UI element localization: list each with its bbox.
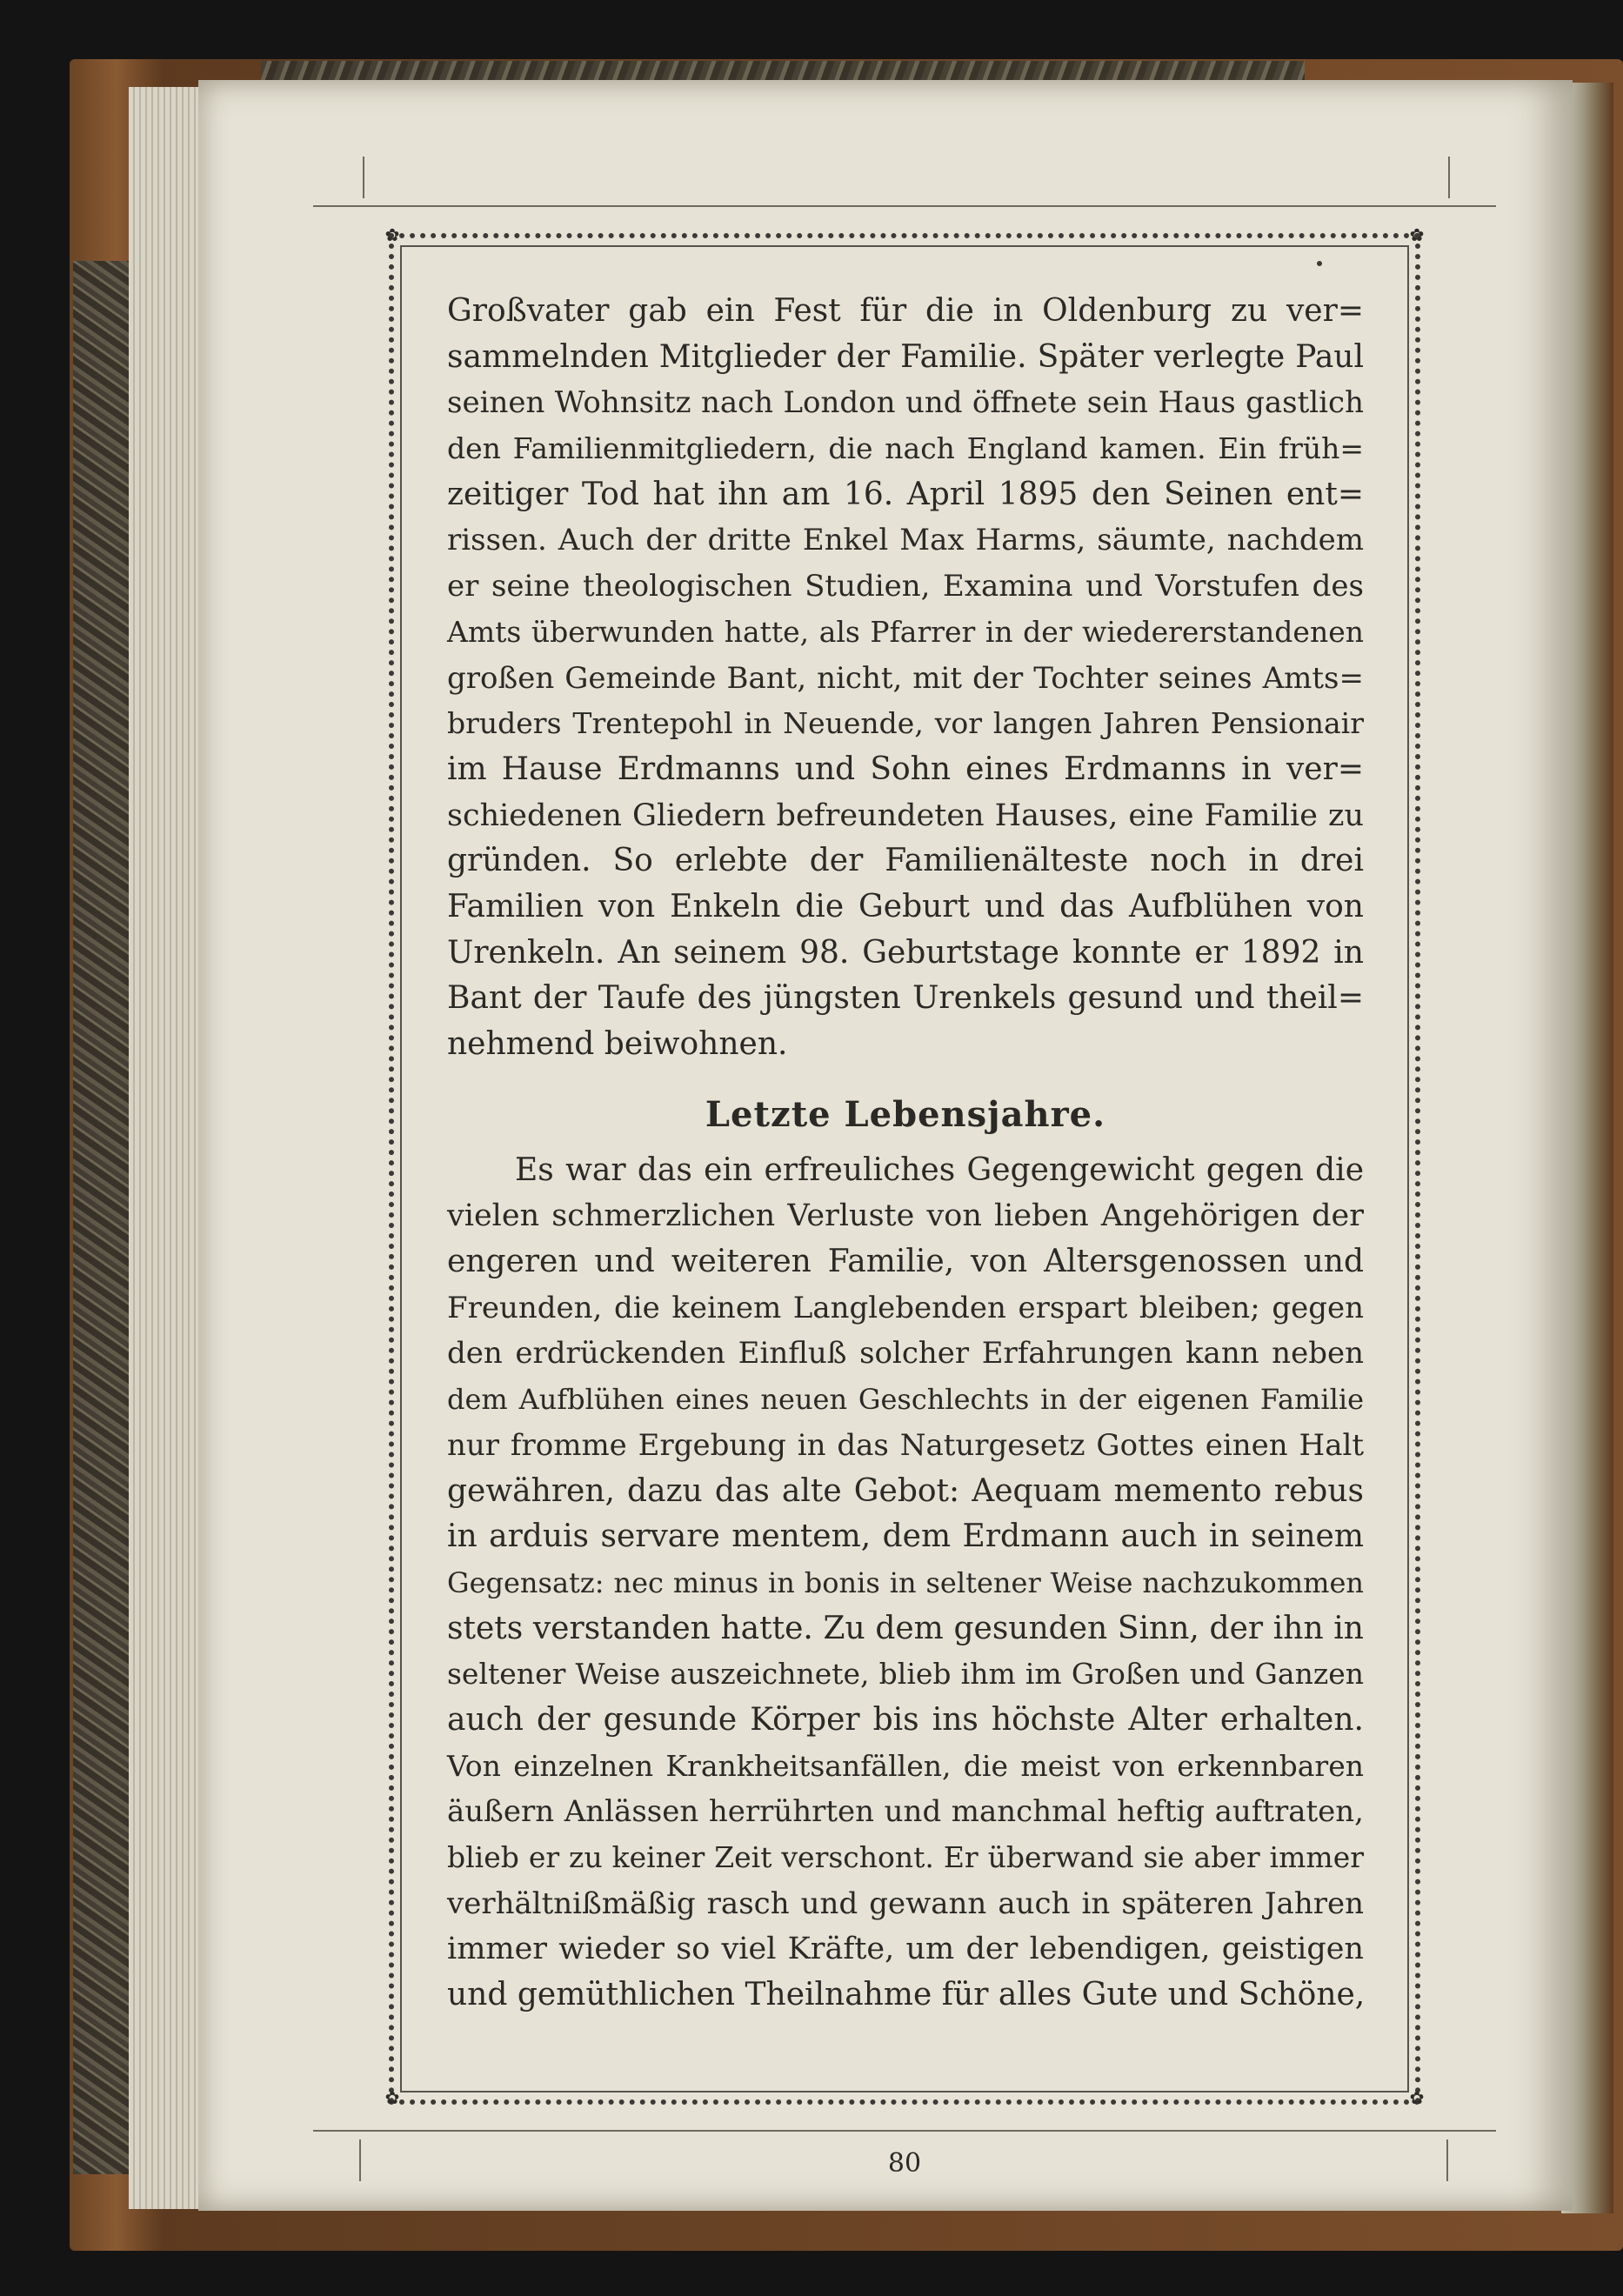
bottom-left-tick (359, 2139, 361, 2181)
corner-ornament-icon: ✿ (384, 224, 400, 245)
text-line: nur fromme Ergebung in das Naturgesetz Gottes einen Halt (447, 1427, 1364, 1463)
text-line: immer wieder so viel Kräfte, um der lebendigen, geistigen (447, 1932, 1364, 1967)
text-line: rissen. Auch der dritte Enkel Max Harms, säumte, nachdem (447, 523, 1364, 558)
text-line: äußern Anlässen herrührten und manchmal heftig auftraten, (447, 1794, 1364, 1830)
top-rule (313, 205, 1496, 207)
text-line: bruders Trentepohl in Neuende, vor langen Jahren Pensionair (447, 706, 1364, 741)
text-line: blieb er zu keiner Zeit verschont. Er überwand sie aber immer (447, 1840, 1364, 1874)
corner-ornament-icon: ✿ (1409, 2087, 1425, 2108)
text-line: seltener Weise auszeichnete, blieb ihm im Großen und Ganzen (447, 1657, 1364, 1692)
text-line: und gemüthlichen Theilnahme für alles Gute und Schöne, (447, 1977, 1366, 2013)
corner-ornament-icon: ✿ (384, 2087, 400, 2108)
text-line: Großvater gab ein Fest für die in Oldenburg zu ver= (447, 293, 1364, 329)
ink-dot (1317, 261, 1322, 266)
text-line: stets verstanden hatte. Zu dem gesunden Sinn, der ihn in (447, 1610, 1364, 1646)
text-line: den Familienmitgliedern, die nach England kamen. Ein früh= (447, 431, 1364, 466)
text-line: im Hause Erdmanns und Sohn eines Erdmanns in ver= (447, 751, 1364, 787)
page-edges-left (129, 87, 198, 2209)
section-heading: Letzte Lebensjahre. (705, 1093, 1106, 1135)
text-line: großen Gemeinde Bant, nicht, mit der Tochter seines Amts= (447, 660, 1364, 696)
text-line: Bant der Taufe des jüngsten Urenkels gesund und theil= (447, 980, 1364, 1017)
bottom-right-tick (1446, 2139, 1448, 2181)
text-line: Es war das ein erfreuliches Gegengewicht gegen die (515, 1151, 1364, 1188)
text-line: Familien von Enkeln die Geburt und das Aufblühen von (447, 888, 1364, 924)
text-line: Amts überwunden hatte, als Pfarrer in der wiedererstandenen (447, 614, 1364, 649)
text-line: engeren und weiteren Familie, von Altersgenossen und (447, 1244, 1364, 1280)
paragraph-1 (447, 289, 1364, 1068)
text-line: schiedenen Gliedern befreundeten Hauses, eine Familie zu (447, 798, 1364, 833)
text-line: den erdrückenden Einfluß solcher Erfahrungen kann neben (447, 1336, 1364, 1372)
marbled-board-left (73, 261, 134, 2174)
text-line: zeitiger Tod hat ihn am 16. April 1895 den Seinen ent= (447, 476, 1364, 512)
text-line: er seine theologischen Studien, Examina und Vorstufen des (447, 569, 1364, 604)
text-line: dem Aufblühen eines neuen Geschlechts in der eigenen Familie (447, 1383, 1364, 1417)
bottom-rule (313, 2130, 1496, 2132)
text-line: in arduis servare mentem, dem Erdmann auch in seinem (447, 1518, 1364, 1555)
text-line: Urenkeln. An seinem 98. Geburtstage konnte er 1892 in (447, 934, 1364, 971)
paragraph-2 (447, 1148, 1364, 2019)
text-line: seinen Wohnsitz nach London und öffnete sein Haus gastlich (447, 385, 1364, 421)
top-right-tick (1448, 157, 1450, 198)
text-block (447, 289, 1364, 2019)
text-line: verhältnißmäßig rasch und gewann auch in späteren Jahren (447, 1886, 1364, 1921)
text-line: gründen. So erlebte der Familienälteste noch in drei (447, 843, 1364, 879)
text-line: nehmend beiwohnen. (447, 1026, 788, 1062)
text-line: auch der gesunde Körper bis ins höchste Alter erhalten. (447, 1701, 1364, 1738)
top-left-tick (363, 157, 364, 198)
page-number: 80 (887, 2148, 922, 2179)
text-line: Gegensatz: nec minus in bonis in seltener Weise nachzukommen (447, 1565, 1364, 1599)
text-line: Freunden, die keinem Langlebenden erspart bleiben; gegen (447, 1290, 1364, 1325)
corner-ornament-icon: ✿ (1409, 224, 1425, 245)
text-line: vielen schmerzlichen Verluste von lieben Angehörigen der (447, 1198, 1364, 1234)
text-line: sammelnden Mitglieder der Familie. Später verlegte Paul (447, 338, 1364, 375)
text-line: Von einzelnen Krankheitsanfällen, die meist von erkennbaren (447, 1748, 1364, 1783)
text-line: gewähren, dazu das alte Gebot: Aequam memento rebus (447, 1472, 1364, 1509)
